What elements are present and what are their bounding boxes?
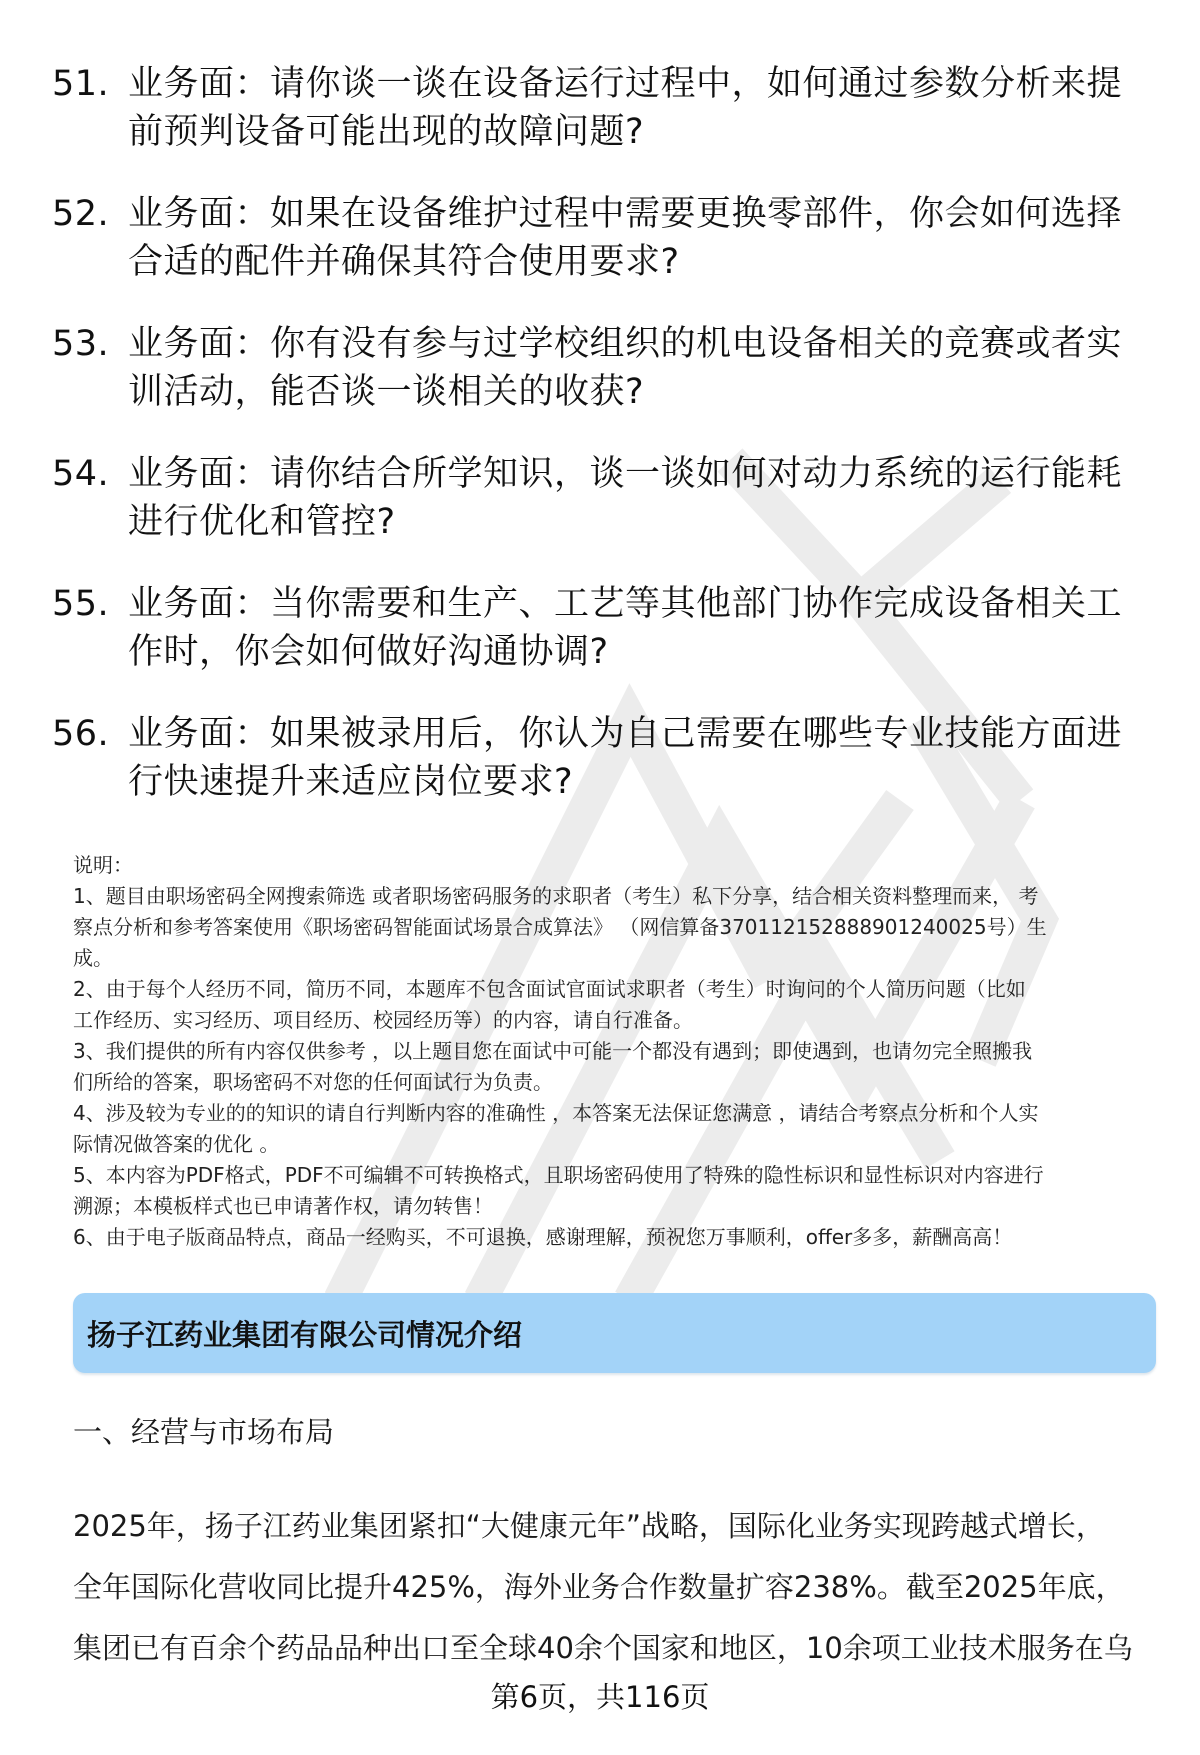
notes-line: 察点分析和参考答案使用《职场密码智能面试场景合成算法》 （网信算备370112152888901240025号）生: [73, 915, 1047, 939]
section-title: 扬子江药业集团有限公司情况介绍: [87, 1317, 523, 1352]
question-text: 业务面：如果被录用后，你认为自己需要在哪些专业技能方面进 行快速提升来适应岗位要求?: [128, 714, 1123, 802]
section-paragraph: [73, 1496, 1163, 1679]
question-number: 52.: [52, 194, 110, 234]
notes-line: 2、由于每个人经历不同，简历不同，本题库不包含面试官面试求职者（考生）时询问的个人简历问题（比如: [73, 977, 1026, 1001]
notes-line: 1、题目由职场密码全网搜索筛选 或者职场密码服务的求职者（考生）私下分享，结合相关资料整理而来， 考: [73, 884, 1039, 908]
disclaimer-notes: [73, 850, 1163, 1253]
notes-line: 5、本内容为PDF格式，PDF不可编辑不可转换格式，且职场密码使用了特殊的隐性标识和显性标识对内容进行: [73, 1163, 1044, 1187]
question-number: 55.: [52, 584, 110, 624]
question-item: [52, 320, 1152, 416]
question-item: [52, 60, 1152, 156]
notes-line: 3、我们提供的所有内容仅供参考 ，以上题目您在面试中可能一个都没有遇到；即使遇到，也请勿完全照搬我: [73, 1039, 1033, 1063]
question-item: [52, 580, 1152, 676]
question-number: 56.: [52, 714, 110, 754]
notes-line: 工作经历、实习经历、项目经历、校园经历等）的内容，请自行准备。: [73, 1008, 693, 1032]
notes-line: 6、由于电子版商品特点，商品一经购买，不可退换，感谢理解，预祝您万事顺利，offer多多，薪酬高高！: [73, 1225, 1013, 1249]
notes-line: 4、涉及较为专业的的知识的请自行判断内容的准确性 ，本答案无法保证您满意 ，请结合考察点分析和个人实: [73, 1101, 1039, 1125]
question-number: 54.: [52, 454, 110, 494]
page-number-footer: 第6页，共116页: [490, 1680, 710, 1714]
notes-title: 说明：: [73, 853, 133, 877]
question-number: 51.: [52, 64, 110, 104]
section-title-bar: [73, 1293, 1156, 1373]
question-text: 业务面：你有没有参与过学校组织的机电设备相关的竞赛或者实 训活动，能否谈一谈相关的收获?: [128, 324, 1123, 412]
question-text: 业务面：当你需要和生产、工艺等其他部门协作完成设备相关工 作时，你会如何做好沟通协调?: [128, 584, 1123, 672]
question-item: [52, 450, 1152, 546]
notes-line: 溯源；本模板样式也已申请著作权，请勿转售！: [73, 1194, 493, 1218]
question-list: [52, 60, 1152, 840]
question-number: 53.: [52, 324, 110, 364]
question-text: 业务面：请你结合所学知识，谈一谈如何对动力系统的运行能耗 进行优化和管控?: [128, 454, 1123, 542]
question-item: [52, 190, 1152, 286]
paragraph-line: 2025年，扬子江药业集团紧扣“大健康元年”战略，国际化业务实现跨越式增长，: [73, 1509, 1105, 1543]
question-text: 业务面：请你谈一谈在设备运行过程中，如何通过参数分析来提 前预判设备可能出现的故障问题?: [128, 64, 1123, 152]
notes-line: 成。: [73, 946, 113, 970]
question-item: [52, 710, 1152, 806]
section-subheading: 一、经营与市场布局: [73, 1415, 335, 1449]
notes-line: 们所给的答案，职场密码不对您的任何面试行为负责。: [73, 1070, 553, 1094]
paragraph-line: 集团已有百余个药品品种出口至全球40余个国家和地区，10余项工业技术服务在乌: [73, 1631, 1133, 1665]
notes-line: 际情况做答案的优化 。: [73, 1132, 280, 1156]
question-text: 业务面：如果在设备维护过程中需要更换零部件，你会如何选择 合适的配件并确保其符合使用要求?: [128, 194, 1123, 282]
paragraph-line: 全年国际化营收同比提升425%，海外业务合作数量扩容238%。截至2025年底，: [73, 1570, 1125, 1604]
